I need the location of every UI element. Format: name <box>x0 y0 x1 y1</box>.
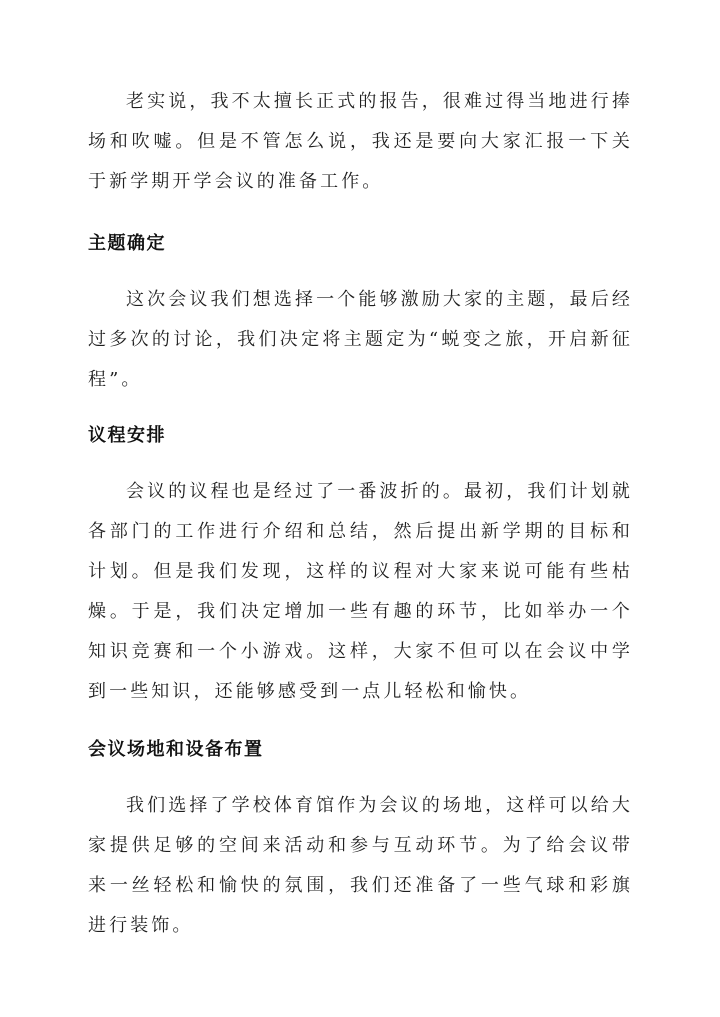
section-body-agenda: 会议的议程也是经过了一番波折的。最初，我们计划就各部门的工作进行介绍和总结，然后提出新学期的目标和计划。但是我们发现，这样的议程对大家来说可能有些枯燥。于是，我们决定增加一些有趣的环节，比如举办一个知识竞赛和一个小游戏。这样，大家不但可以在会议中学到一些知识，还能够感受到一点儿轻松和愉快。 <box>88 481 633 702</box>
spacer <box>88 400 633 416</box>
section-body-venue: 我们选择了学校体育馆作为会议的场地，这样可以给大家提供足够的空间来活动和参与互动环节。为了给会议带来一丝轻松和愉快的氛围，我们还准备了一些气球和彩旗进行装饰。 <box>88 795 633 936</box>
document-body <box>88 82 633 946</box>
spacer <box>88 712 633 730</box>
spacer <box>88 202 633 224</box>
spacer <box>88 456 633 472</box>
section-body-theme: 这次会议我们想选择一个能够激励大家的主题，最后经过多次的讨论，我们决定将主题定为“蜕变之旅，开启新征程”。 <box>88 289 633 390</box>
section-heading-agenda: 议程安排 <box>88 425 166 446</box>
section-heading-theme: 主题确定 <box>88 233 166 254</box>
intro-paragraph: 老实说，我不太擅长正式的报告，很难过得当地进行捧场和吹嘘。但是不管怎么说，我还是要向大家汇报一下关于新学期开学会议的准备工作。 <box>88 91 633 192</box>
spacer <box>88 770 633 786</box>
section-heading-venue: 会议场地和设备布置 <box>88 739 264 760</box>
spacer <box>88 264 633 280</box>
